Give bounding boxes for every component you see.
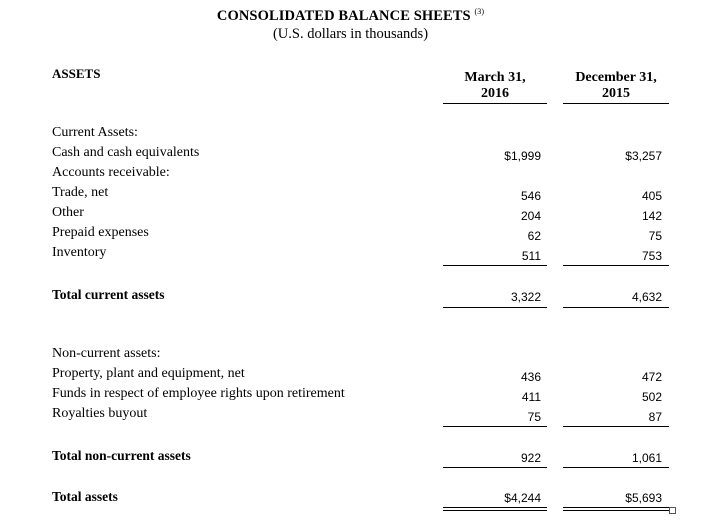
- row-label-inventory: Inventory: [52, 245, 107, 260]
- total-rule: [443, 307, 547, 308]
- cell-total-current-2016: 3,322: [510, 290, 541, 304]
- subtotal-rule: [563, 426, 669, 427]
- total-rule: [563, 467, 669, 468]
- total-rule: [443, 467, 547, 468]
- subtotal-rule: [443, 426, 547, 427]
- cell-other-2016: 204: [520, 209, 541, 223]
- double-rule-top: [443, 507, 547, 508]
- double-rule-bottom: [443, 510, 547, 511]
- document-subtitle: (U.S. dollars in thousands): [272, 26, 429, 42]
- row-label-funds: Funds in respect of employee rights upon retirement: [52, 386, 345, 401]
- current-assets-heading: Current Assets:: [52, 125, 138, 140]
- row-label-total-assets: Total assets: [52, 489, 118, 504]
- column-header-underline: [443, 103, 547, 104]
- row-label-total-non-current-assets: Total non-current assets: [52, 448, 191, 463]
- cell-total-assets-2015: $5,693: [625, 491, 662, 505]
- cell-prepaid-2016: 62: [527, 229, 541, 243]
- cell-total-non-current-2015: 1,061: [631, 451, 662, 465]
- cell-ppe-2016: 436: [520, 370, 541, 384]
- row-label-total-current-assets: Total current assets: [52, 287, 165, 302]
- cell-royalties-2016: 75: [527, 410, 541, 424]
- cell-royalties-2015: 87: [648, 410, 662, 424]
- cell-inventory-2016: 511: [521, 249, 541, 263]
- row-label-ppe: Property, plant and equipment, net: [52, 366, 245, 381]
- cell-other-2015: 142: [641, 209, 662, 223]
- cell-funds-2015: 502: [641, 390, 662, 404]
- document-title: CONSOLIDATED BALANCE SHEETS $^{(3)}$: [216, 7, 485, 24]
- column-header-march-2016: March 31, 2016: [464, 70, 526, 101]
- cell-total-non-current-2016: 922: [520, 451, 541, 465]
- cell-total-current-2015: 4,632: [631, 290, 662, 304]
- row-label-other: Other: [52, 205, 84, 220]
- column-header-underline: [563, 103, 669, 104]
- row-label-royalties: Royalties buyout: [52, 406, 148, 421]
- title-footnote: (3): [474, 7, 485, 16]
- subtotal-rule: [443, 265, 547, 266]
- cell-prepaid-2015: 75: [648, 229, 662, 243]
- double-rule-top: [563, 507, 669, 508]
- accounts-receivable-heading: Accounts receivable:: [52, 165, 170, 180]
- cell-ppe-2015: 472: [641, 370, 662, 384]
- cell-trade-2016: 546: [520, 189, 541, 203]
- cell-cash-2015: $3,257: [625, 149, 662, 163]
- cell-inventory-2015: 753: [641, 249, 662, 263]
- row-label-prepaid: Prepaid expenses: [52, 225, 149, 240]
- total-rule: [563, 307, 669, 308]
- subtotal-rule: [563, 265, 669, 266]
- row-label-cash: Cash and cash equivalents: [52, 145, 200, 160]
- double-rule-bottom: [563, 510, 669, 511]
- cell-trade-2015: 405: [641, 189, 662, 203]
- column-header-december-2015: December 31, 2015: [575, 70, 657, 101]
- cell-cash-2016: $1,999: [504, 149, 541, 163]
- resize-handle[interactable]: [669, 507, 676, 514]
- cell-funds-2016: 411: [521, 390, 541, 404]
- row-label-trade: Trade, net: [52, 185, 109, 200]
- section-heading-assets: ASSETS: [52, 66, 101, 81]
- non-current-assets-heading: Non-current assets:: [52, 346, 161, 361]
- cell-total-assets-2016: $4,244: [504, 491, 541, 505]
